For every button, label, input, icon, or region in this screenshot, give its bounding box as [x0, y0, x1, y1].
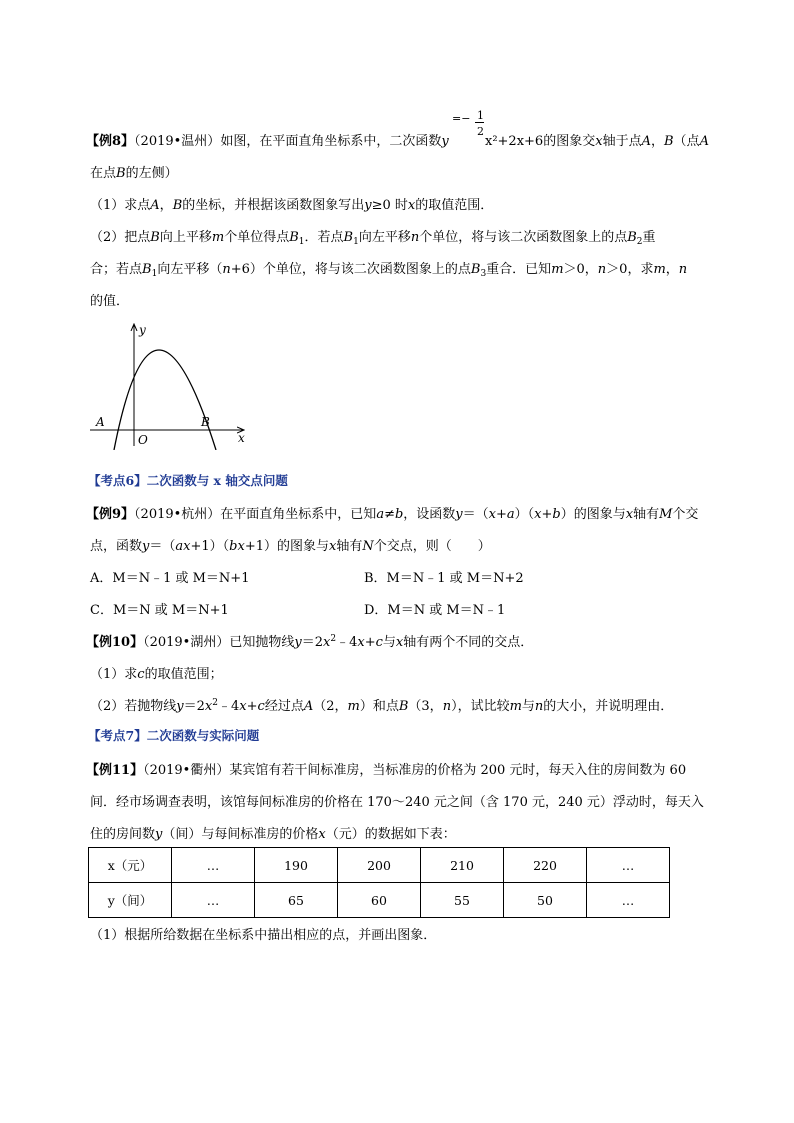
table-cell: 55: [421, 883, 504, 918]
ex8-fraction-neg: =−: [452, 112, 471, 125]
ex11-question-1: （1）根据所给数据在坐标系中描出相应的点，并画出图象．: [90, 928, 437, 943]
kaodian-7-heading: 【考点7】二次函数与实际问题: [88, 728, 260, 743]
table-cell: …: [587, 848, 670, 883]
ex8-line2: 在点B的左侧）: [90, 166, 178, 181]
point-b-label: B: [201, 415, 210, 429]
ex9-option-d: D．M＝N 或 M＝N﹣1: [364, 603, 506, 618]
ex9-option-a: A．M＝N﹣1 或 M＝N+1: [90, 571, 250, 586]
ex11-line3: 住的房间数y（间）与每间标准房的价格x（元）的数据如下表：: [90, 827, 456, 842]
table-cell: 200: [338, 848, 421, 883]
ex10-label: 【例10】: [86, 635, 144, 650]
table-header-cell: y（间）: [89, 883, 172, 918]
ex11-label: 【例11】: [86, 763, 144, 778]
table-row: [89, 848, 670, 883]
ex8-question-1: （1）求点A，B的坐标，并根据该函数图象写出y≥0 时x的取值范围．: [90, 198, 494, 213]
ex8-label: 【例8】: [86, 134, 135, 149]
ex8-fraction-den: 2: [477, 125, 484, 138]
ex10-question-2: （2）若抛物线$y=2x^2﹣4x+c$经过点A（2，m）和点B（3，n），试比较m与n的大小，并说明理由．: [90, 698, 674, 714]
ex8-question-2-line3: 的值．: [90, 294, 130, 309]
table-cell: …: [172, 883, 255, 918]
ex9-label: 【例9】: [86, 507, 135, 522]
table-cell: 65: [255, 883, 338, 918]
table-row: [89, 883, 670, 918]
price-rooms-table: [88, 847, 670, 918]
ex10-line1: 【例10】（2019•湖州）已知抛物线$y=2x^2﹣4x+c$与x轴有两个不同的交点．: [86, 634, 534, 650]
ex9-option-b: B．M＝N﹣1 或 M＝N+2: [364, 571, 524, 586]
ex9-option-c: C．M＝N 或 M＝N+1: [90, 603, 229, 618]
parabola-curve: [114, 350, 216, 450]
x-axis-label: x: [238, 431, 245, 445]
ex8-question-2-line2: 合；若点$B_1$向左平移（n+6）个单位，将与该二次函数图象上的点$B_3$重合．已知m＞0，n＞0，求m，n: [90, 262, 688, 279]
ex8-fraction-num: 1: [477, 109, 484, 122]
ex9-line1: 【例9】（2019•杭州）在平面直角坐标系中，已知a≠b，设函数y＝（x+a）（x+b）的图象与x轴有M个交: [86, 507, 699, 522]
fraction-bar: [475, 122, 484, 123]
ex8-question-2-line1: （2）把点B向上平移m个单位得点$B_1$．若点$B_1$向左平移n个单位，将与该二次函数图象上的点$B_2$重: [90, 230, 656, 247]
ex9-line2: 点，函数y＝（ax+1）（bx+1）的图象与x轴有N个交点，则（ ）: [90, 539, 491, 554]
kaodian-6-heading: 【考点6】二次函数与 x 轴交点问题: [88, 473, 288, 488]
ex8-line1-tail: x²+2x+6的图象交x轴于点A，B（点A: [485, 134, 709, 149]
table-cell: 60: [338, 883, 421, 918]
table-cell: 210: [421, 848, 504, 883]
y-axis-label: y: [139, 323, 146, 337]
table-cell: …: [172, 848, 255, 883]
table-cell: …: [587, 883, 670, 918]
origin-label: O: [138, 433, 148, 447]
ex8-line1: 【例8】（2019•温州）如图，在平面直角坐标系中，二次函数y: [86, 134, 449, 149]
ex11-line2: 间．经市场调查表明，该馆每间标准房的价格在 170～240 元之间（含 170 元，240 元）浮动时，每天入: [90, 795, 704, 810]
ex11-line1: 【例11】（2019•衢州）某宾馆有若干间标准房，当标准房的价格为 200 元时，每天入住的房间数为 60: [86, 763, 687, 778]
table-header-cell: x（元）: [89, 848, 172, 883]
table-cell: 220: [504, 848, 587, 883]
point-a-label: A: [96, 415, 105, 429]
table-cell: 50: [504, 883, 587, 918]
table-cell: 190: [255, 848, 338, 883]
ex10-question-1: （1）求c的取值范围；: [90, 667, 223, 682]
parabola-figure: [86, 320, 256, 450]
